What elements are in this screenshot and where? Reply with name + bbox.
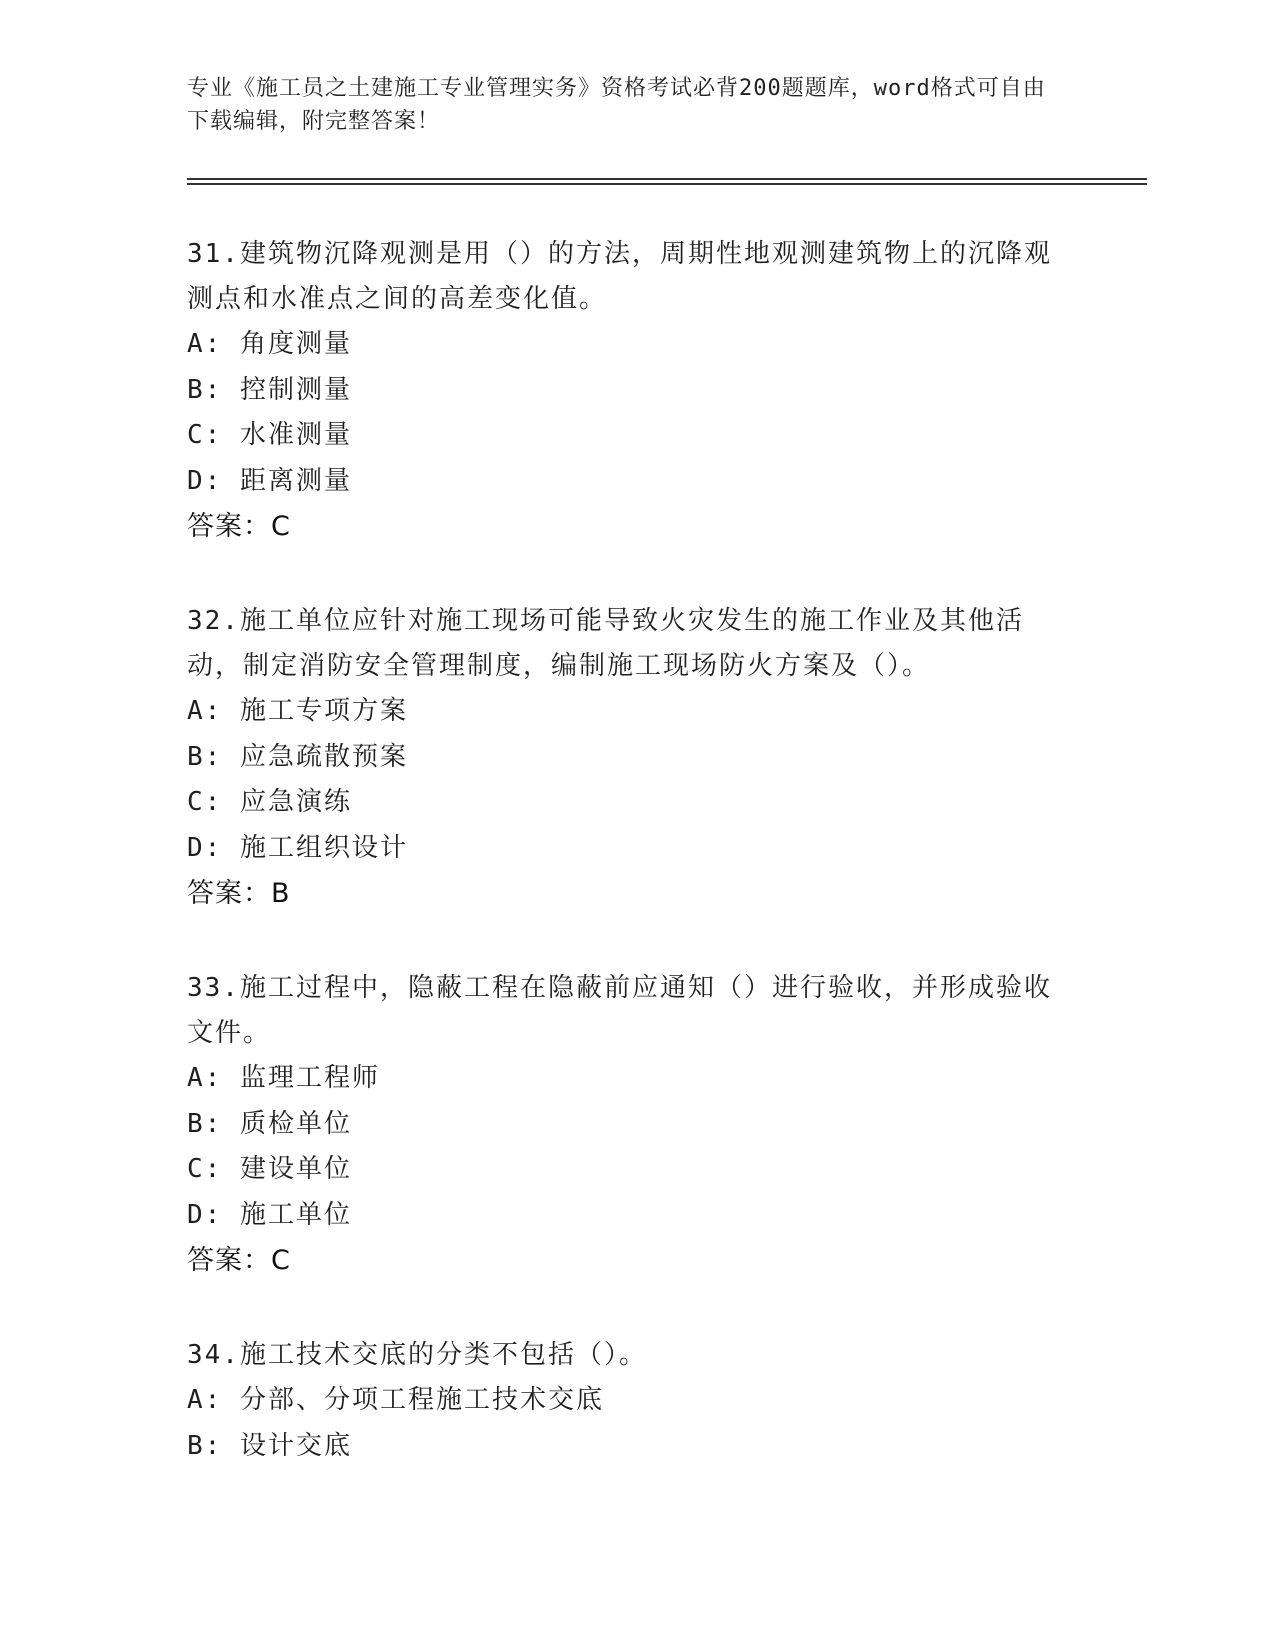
answer-label: 答案：B (187, 878, 291, 909)
option-a: A: 监理工程师 (187, 1063, 380, 1093)
option-d: D: 施工组织设计 (187, 832, 408, 863)
option-d: D: 距离测量 (187, 465, 352, 496)
header-divider-top (187, 178, 1147, 180)
option-b: B: 控制测量 (187, 374, 352, 405)
option-b: B: 设计交底 (187, 1430, 352, 1461)
question-list (187, 232, 1067, 1519)
option-c: C: 水准测量 (187, 420, 352, 450)
question-stem: 33.施工过程中，隐蔽工程在隐蔽前应通知（）进行验收，并形成验收文件。 (187, 973, 1052, 1048)
answer-label: 答案：C (187, 1245, 291, 1276)
option-c: C: 建设单位 (187, 1154, 352, 1184)
option-a: A: 角度测量 (187, 329, 352, 359)
option-a: A: 分部、分项工程施工技术交底 (187, 1385, 604, 1415)
question-stem: 31.建筑物沉降观测是用（）的方法，周期性地观测建筑物上的沉降观测点和水准点之间的高差变化值。 (187, 239, 1052, 314)
question-31 (187, 232, 1067, 549)
option-c: C: 应急演练 (187, 787, 352, 817)
answer-label: 答案：C (187, 511, 291, 542)
question-stem: 32.施工单位应针对施工现场可能导致火灾发生的施工作业及其他活动，制定消防安全管理制度，编制施工现场防火方案及（）。 (187, 606, 1024, 681)
option-b: B: 质检单位 (187, 1108, 352, 1139)
question-32 (187, 599, 1067, 916)
option-d: D: 施工单位 (187, 1199, 352, 1230)
question-stem: 34.施工技术交底的分类不包括（）。 (187, 1340, 647, 1370)
document-header: 专业《施工员之土建施工专业管理实务》资格考试必背200题题库，word格式可自由下载编辑，附完整答案！ (187, 76, 1046, 134)
option-a: A: 施工专项方案 (187, 696, 408, 726)
option-b: B: 应急疏散预案 (187, 741, 408, 772)
header-divider-bottom (187, 183, 1147, 185)
question-34 (187, 1333, 1067, 1469)
question-33 (187, 966, 1067, 1283)
